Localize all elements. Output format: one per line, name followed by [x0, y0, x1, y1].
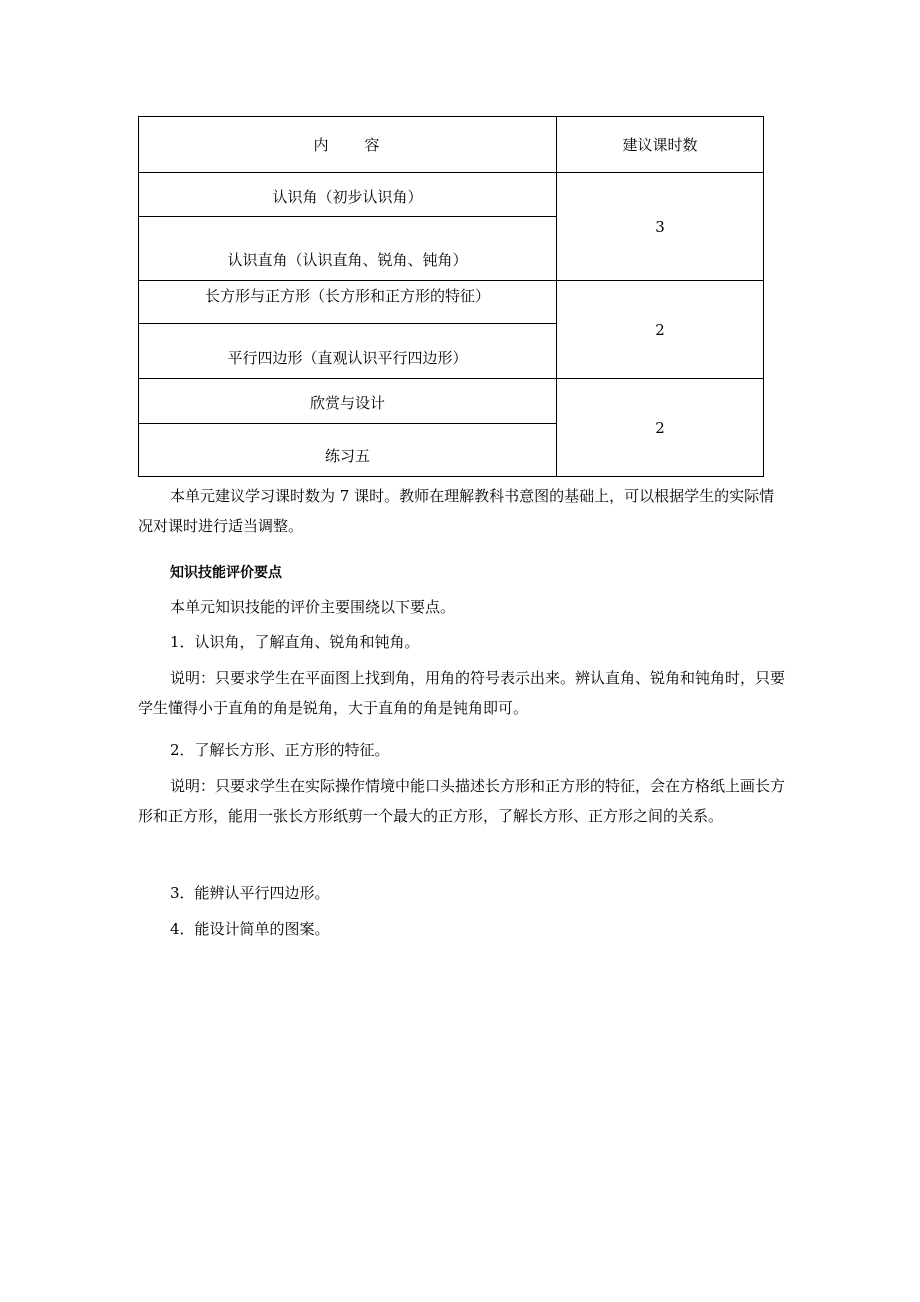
hours-cell: 2	[557, 379, 764, 477]
note-1: 说明：只要求学生在平面图上找到角，用角的符号表示出来。辨认直角、锐角和钝角时，只要学生懂得小于直角的角是锐角，大于直角的角是钝角即可。	[138, 669, 786, 717]
table-row	[139, 379, 764, 424]
content-cell: 认识角（初步认识角）	[139, 173, 557, 217]
list-item-2: 2．了解长方形、正方形的特征。	[170, 741, 390, 759]
hours-cell: 3	[557, 173, 764, 281]
list-item-3: 3．能辨认平行四边形。	[170, 884, 330, 902]
content-cell: 长方形与正方形（长方形和正方形的特征）	[139, 281, 557, 324]
header-hours-cell: 建议课时数	[557, 117, 764, 173]
lesson-plan-table	[138, 116, 764, 477]
content-cell: 平行四边形（直观认识平行四边形）	[139, 324, 557, 379]
paragraph-intro: 本单元知识技能的评价主要围绕以下要点。	[170, 598, 456, 616]
list-item-4: 4．能设计简单的图案。	[170, 920, 330, 938]
table-header-row	[139, 117, 764, 173]
content-cell: 练习五	[139, 424, 557, 477]
table-row	[139, 281, 764, 324]
list-item-1: 1．认识角，了解直角、锐角和钝角。	[170, 633, 420, 651]
section-heading: 知识技能评价要点	[170, 565, 282, 581]
content-cell: 认识直角（认识直角、锐角、钝角）	[139, 217, 557, 281]
paragraph-lesson-hours: 本单元建议学习课时数为 7 课时。教师在理解教科书意图的基础上，可以根据学生的实际情况对课时进行适当调整。	[138, 487, 775, 535]
note-2: 说明：只要求学生在实际操作情境中能口头描述长方形和正方形的特征，会在方格纸上画长方形和正方形，能用一张长方形纸剪一个最大的正方形，了解长方形、正方形之间的关系。	[138, 777, 786, 825]
content-cell: 欣赏与设计	[139, 379, 557, 424]
table-row	[139, 173, 764, 217]
header-content-cell: 内 容	[139, 117, 557, 173]
hours-cell: 2	[557, 281, 764, 379]
